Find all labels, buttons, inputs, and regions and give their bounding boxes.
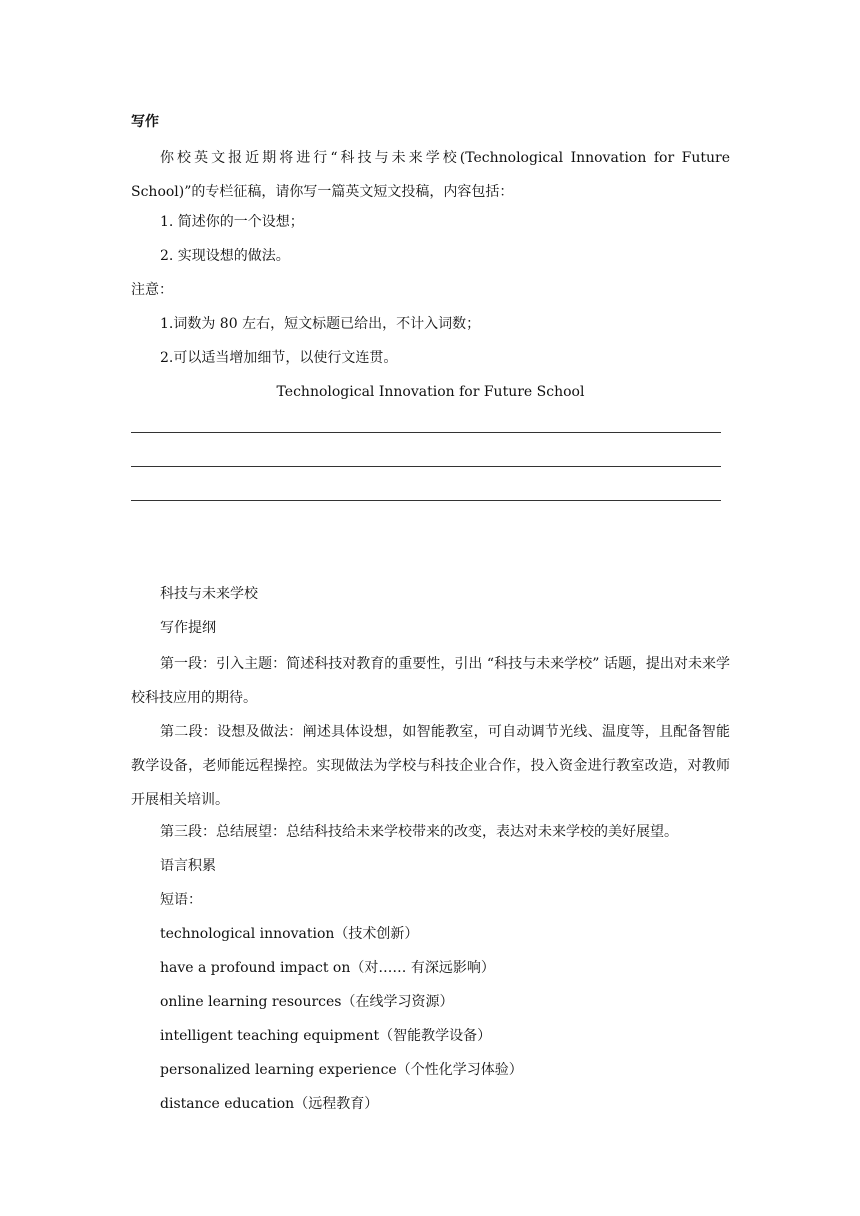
language-label: 语言积累	[160, 858, 216, 874]
phrase-item: distance education（远程教育）	[160, 1096, 379, 1112]
outline-paragraph-3: 第三段：总结展望：总结科技给未来学校带来的改变，表达对未来学校的美好展望。	[160, 824, 678, 840]
answer-line	[131, 500, 721, 501]
phrase-item: online learning resources（在线学习资源）	[160, 994, 454, 1010]
phrase-item: have a profound impact on（对…… 有深远影响）	[160, 960, 495, 976]
outline-paragraph-2: 第二段：设想及做法：阐述具体设想，如智能教室，可自动调节光线、温度等，且配备智能教学设备，老师能远程操控。实现做法为学校与科技企业合作，投入资金进行教室改造，对教师开展相关培训。	[131, 724, 730, 808]
notes-label: 注意：	[131, 282, 173, 298]
phrase-item: personalized learning experience（个性化学习体验）	[160, 1062, 523, 1078]
outline-label: 写作提纲	[160, 620, 216, 636]
phrase-item: technological innovation（技术创新）	[160, 926, 419, 942]
section-title: 写作	[131, 114, 159, 130]
content-item-1: 1. 简述你的一个设想；	[160, 214, 304, 230]
prompt-intro: 你校英文报近期将进行“科技与未来学校(Technological Innovation for Future School)”的专栏征稿，请你写一篇英文短文投稿，内容包括：	[131, 150, 730, 200]
note-2: 2.可以适当增加细节，以使行文连贯。	[160, 350, 398, 366]
guide-title: 科技与未来学校	[160, 586, 258, 602]
essay-title: Technological Innovation for Future School	[276, 384, 585, 400]
phrases-label: 短语：	[160, 892, 202, 908]
note-1: 1.词数为 80 左右，短文标题已给出，不计入词数；	[160, 316, 481, 332]
answer-line	[131, 466, 721, 467]
answer-line	[131, 432, 721, 433]
outline-paragraph-1: 第一段：引入主题：简述科技对教育的重要性，引出 “科技与未来学校” 话题，提出对未来学校科技应用的期待。	[131, 656, 730, 706]
phrase-item: intelligent teaching equipment（智能教学设备）	[160, 1028, 492, 1044]
content-item-2: 2. 实现设想的做法。	[160, 248, 290, 264]
